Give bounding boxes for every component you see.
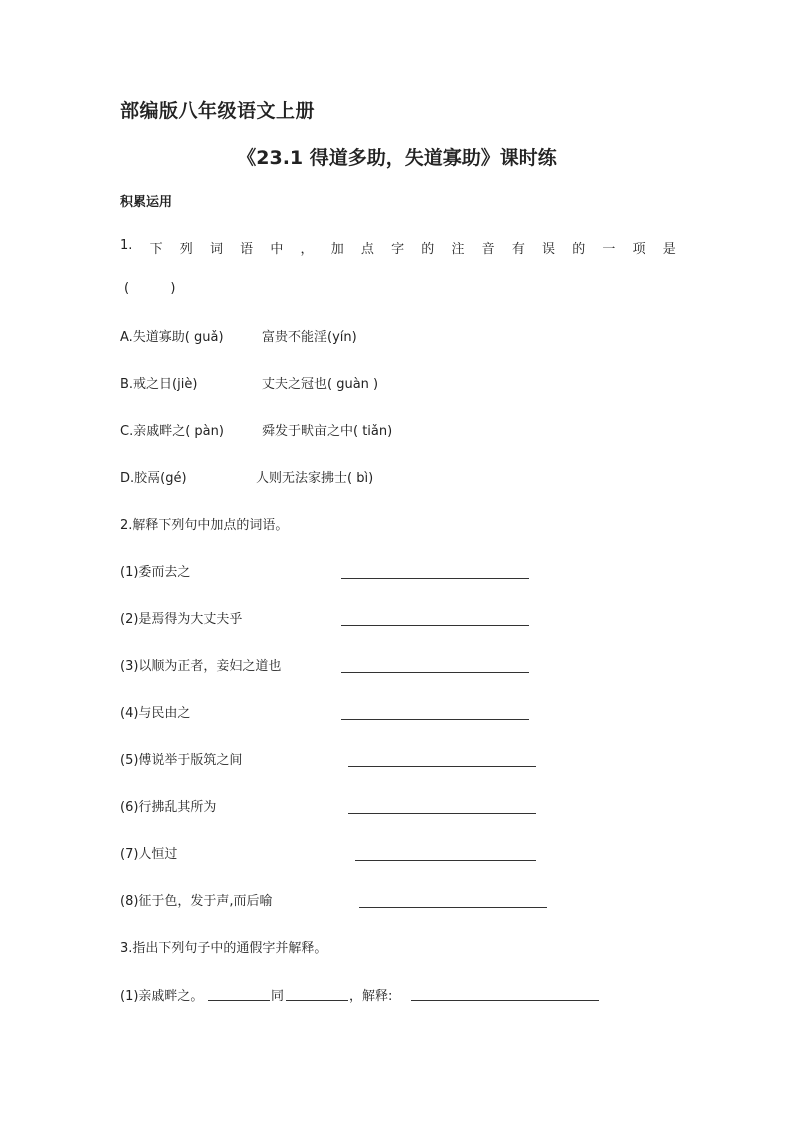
answer-blank-4[interactable] xyxy=(341,719,529,720)
explain-label: ，解释: xyxy=(349,989,393,1004)
answer-blank-3[interactable] xyxy=(341,672,529,673)
q3-item-1: (1)亲戚畔之。 xyxy=(120,989,204,1004)
option-c: C.亲戚畔之( pàn) xyxy=(120,424,224,439)
stem-char: 点 xyxy=(360,242,374,257)
stem-char: 加 xyxy=(330,242,344,257)
option-a-second: 富贵不能淫(yín) xyxy=(262,330,357,345)
answer-blank-8[interactable] xyxy=(359,907,547,908)
stem-char: 字 xyxy=(391,242,405,257)
answer-blank-7[interactable] xyxy=(355,860,536,861)
document-header: 部编版八年级语文上册 xyxy=(120,100,316,122)
q2-item-2: (2)是焉得为大丈夫乎 xyxy=(120,612,243,627)
q2-item-8: (8)征于色，发于声,而后喻 xyxy=(120,894,273,909)
question-2-stem: 2.解释下列句中加点的词语。 xyxy=(120,518,289,533)
stem-char: 1. xyxy=(120,238,133,253)
stem-char: 项 xyxy=(632,242,646,257)
stem-char: 下 xyxy=(149,242,163,257)
stem-char: ， xyxy=(300,242,314,257)
stem-char: 语 xyxy=(240,242,254,257)
question-1-stem xyxy=(120,238,676,257)
stem-char: 的 xyxy=(572,242,586,257)
stem-char: 词 xyxy=(209,242,223,257)
stem-char: 列 xyxy=(179,242,193,257)
option-c-second: 舜发于畎亩之中( tiǎn) xyxy=(262,424,393,439)
stem-char: 有 xyxy=(511,242,525,257)
stem-char: 误 xyxy=(542,242,556,257)
option-b-second: 丈夫之冠也( guàn ) xyxy=(262,377,379,392)
stem-char: 音 xyxy=(481,242,495,257)
answer-blank-6[interactable] xyxy=(348,813,536,814)
same-as-label: 同 xyxy=(271,989,285,1004)
answer-blank-1[interactable] xyxy=(341,578,529,579)
stem-char: 注 xyxy=(451,242,465,257)
tongjia-blank[interactable] xyxy=(208,1000,270,1001)
q2-item-3: (3)以顺为正者，妾妇之道也 xyxy=(120,659,282,674)
option-d: D.胶鬲(gé) xyxy=(120,471,187,486)
stem-char: 的 xyxy=(421,242,435,257)
original-char-blank[interactable] xyxy=(286,1000,348,1001)
q2-item-7: (7)人恒过 xyxy=(120,847,178,862)
question-3-stem: 3.指出下列句子中的通假字并解释。 xyxy=(120,941,328,956)
answer-blank-2[interactable] xyxy=(341,625,529,626)
document-title: 《23.1 得道多助，失道寡助》课时练 xyxy=(237,147,557,169)
option-d-second: 人则无法家拂士( bì) xyxy=(256,471,374,486)
stem-char: 是 xyxy=(662,242,676,257)
stem-char: 中 xyxy=(270,242,284,257)
answer-paren: ( ) xyxy=(124,281,176,296)
q2-item-6: (6)行拂乱其所为 xyxy=(120,800,217,815)
q2-item-4: (4)与民由之 xyxy=(120,706,191,721)
section-heading: 积累运用 xyxy=(120,195,173,210)
option-a: A.失道寡助( guǎ) xyxy=(120,330,224,345)
q2-item-1: (1)委而去之 xyxy=(120,565,191,580)
option-b: B.戒之日(jiè) xyxy=(120,377,198,392)
stem-char: 一 xyxy=(602,242,616,257)
explanation-blank[interactable] xyxy=(411,1000,599,1001)
answer-blank-5[interactable] xyxy=(348,766,536,767)
q2-item-5: (5)傅说举于版筑之间 xyxy=(120,753,243,768)
